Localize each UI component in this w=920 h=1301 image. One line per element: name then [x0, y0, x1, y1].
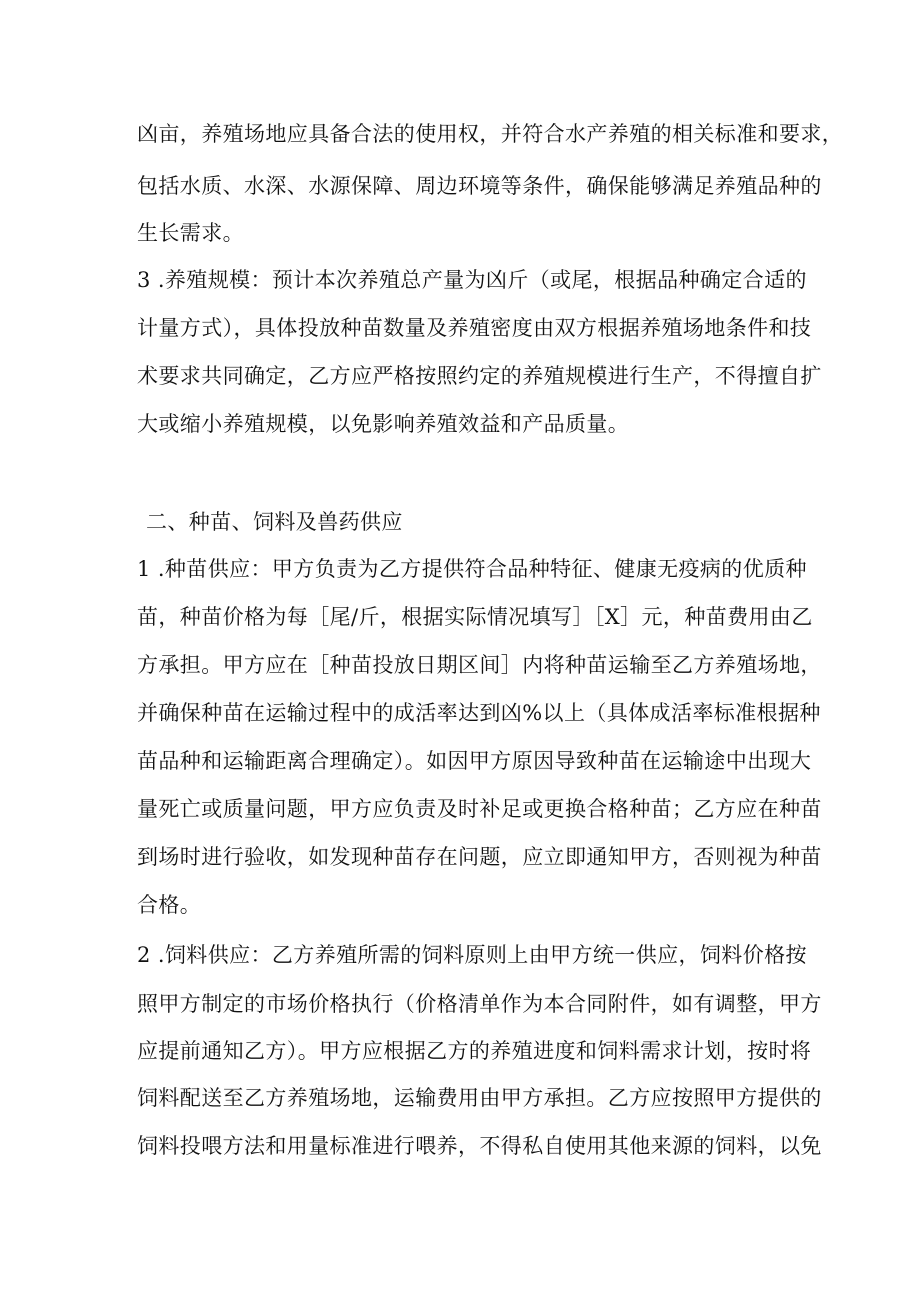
- paragraph-line: 照甲方制定的市场价格执行（价格清单作为本合同附件，如有调整，甲方: [137, 992, 822, 1016]
- paragraph-line: 合格。: [137, 893, 202, 917]
- paragraph-line: 应提前通知乙方）。甲方应根据乙方的养殖进度和饲料需求计划，按时将: [137, 1039, 812, 1063]
- paragraph-line: 饲料投喂方法和用量标准进行喂养，不得私自使用其他来源的饲料，以免: [137, 1134, 822, 1158]
- paragraph-line: 并确保种苗在运输过程中的成活率达到凶%以上（具体成活率标准根据种: [137, 701, 821, 725]
- section-item-2-title: 2 .饲料供应：乙方养殖所需的饲料原则上由甲方统一供应，饲料价格按: [137, 943, 807, 967]
- paragraph-line: 到场时进行验收，如发现种苗存在问题，应立即通知甲方，否则视为种苗: [137, 845, 822, 869]
- paragraph-line: 包括水质、水深、水源保障、周边环境等条件，确保能够满足养殖品种的: [137, 174, 822, 198]
- section-heading: 二、种苗、饲料及兽药供应: [146, 510, 403, 534]
- section-item-3-title: 3 .养殖规模：预计本次养殖总产量为凶斤（或尾，根据品种确定合适的: [137, 268, 807, 292]
- paragraph-line: 生长需求。: [137, 221, 244, 245]
- paragraph-line: 饲料配送至乙方养殖场地，运输费用由甲方承担。乙方应按照甲方提供的: [137, 1086, 822, 1110]
- paragraph-line: 凶亩，养殖场地应具备合法的使用权，并符合水产养殖的相关标准和要求，: [137, 122, 844, 146]
- paragraph-line: 计量方式），具体投放种苗数量及养殖密度由双方根据养殖场地条件和技: [137, 316, 812, 340]
- paragraph-line: 方承担。甲方应在［种苗投放日期区间］内将种苗运输至乙方养殖场地，: [137, 653, 822, 677]
- section-item-1-title: 1 .种苗供应：甲方负责为乙方提供符合品种特征、健康无疫病的优质种: [137, 557, 807, 581]
- paragraph-line: 术要求共同确定，乙方应严格按照约定的养殖规模进行生产，不得擅自扩: [137, 364, 822, 388]
- paragraph-line: 苗品种和运输距离合理确定）。如因甲方原因导致种苗在运输途中出现大: [137, 749, 812, 773]
- paragraph-line: 苗，种苗价格为每［尾/斤，根据实际情况填写］［X］元，种苗费用由乙: [137, 605, 813, 629]
- paragraph-line: 大或缩小养殖规模，以免影响养殖效益和产品质量。: [137, 412, 630, 436]
- paragraph-line: 量死亡或质量问题，甲方应负责及时补足或更换合格种苗；乙方应在种苗: [137, 797, 822, 821]
